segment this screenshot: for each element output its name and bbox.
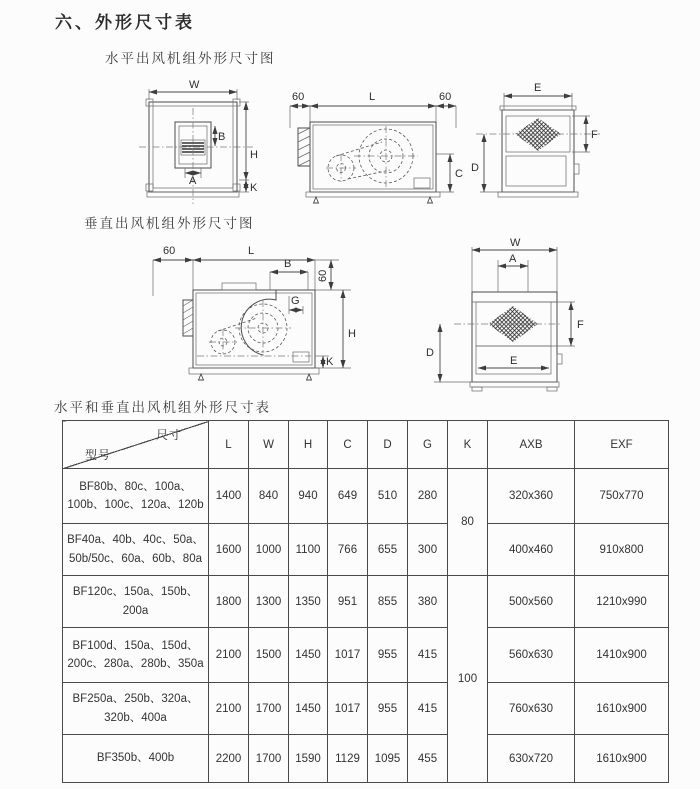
value-K-group: 100 [448,576,488,783]
svg-text:B: B [284,258,292,270]
svg-text:H: H [250,149,258,161]
page-title: 六、外形尺寸表 [55,13,195,32]
dimension-a [498,253,528,292]
value-H: 1100 [289,524,328,576]
value-W: 1700 [249,683,289,735]
caption-horizontal-diagram: 水平出风机组外形尺寸图 [105,51,276,66]
caption-vertical-diagram: 垂直出风机组外形尺寸图 [84,216,255,231]
dimension-k [315,356,334,368]
inlet-flange [298,128,310,166]
vertical-rear-view-drawing [420,236,610,398]
dimension-c [436,154,463,192]
model-cell: BF100d、150a、150d、200c、280a、280b、350a [63,628,209,683]
value-AXB: 400x460 [488,524,575,576]
svg-text:G: G [291,295,300,307]
value-EXF: 1410x900 [575,628,669,683]
dimension-g [289,295,303,314]
col-header-C: C [328,421,368,469]
value-G: 415 [408,683,448,735]
col-header-D: D [368,421,408,469]
svg-text:E: E [510,355,518,367]
svg-text:B: B [218,131,226,143]
cabinet-outline [306,122,440,203]
value-G: 300 [408,524,448,576]
value-L: 2200 [209,735,249,783]
value-AXB: 320x360 [488,469,575,524]
dimension-b [215,126,225,146]
svg-text:60: 60 [317,269,329,282]
value-D: 510 [368,469,408,524]
value-G: 415 [408,628,448,683]
dimension-w [149,79,237,100]
dimension-h [239,102,258,180]
svg-text:D: D [426,347,434,359]
vertical-side-view-drawing [105,238,360,393]
value-L: 2100 [209,683,249,735]
dimension-b [270,258,308,290]
value-AXB: 560x630 [488,628,575,683]
caption-dimension-table: 水平和垂直出风机组外形尺寸表 [54,400,271,415]
svg-text:K: K [326,356,334,368]
dimension-60 [153,245,193,296]
col-header-H: H [289,421,328,469]
model-cell: BF350b、400b [63,735,209,783]
value-D: 855 [368,576,408,628]
svg-text:D: D [471,162,479,174]
col-header-W: W [249,421,289,469]
value-C: 649 [328,469,368,524]
value-K-group: 80 [448,469,488,576]
col-header-AXB: AXB [488,421,575,469]
value-W: 1000 [249,524,289,576]
value-H: 1590 [289,735,328,783]
svg-text:K: K [250,182,258,194]
corner-header-cell [63,421,209,469]
value-D: 655 [368,524,408,576]
svg-text:L: L [248,245,255,257]
svg-text:C: C [455,168,463,180]
horizontal-side-view-drawing [278,76,470,210]
dimension-d [426,324,472,382]
model-cell: BF250a、250b、320a、320b、400a [63,683,209,735]
svg-text:60: 60 [163,245,176,257]
value-AXB: 630x720 [488,735,575,783]
value-EXF: 910x800 [575,524,669,576]
col-header-G: G [408,421,448,469]
value-C: 1017 [328,683,368,735]
corner-label-size: 尺寸 [155,428,182,442]
value-D: 955 [368,683,408,735]
value-G: 380 [408,576,448,628]
table-header-row [63,421,669,469]
value-H: 1350 [289,576,328,628]
svg-text:F: F [591,129,598,141]
inlet-flange [183,300,193,336]
value-D: 1095 [368,735,408,783]
value-AXB: 500x560 [488,576,575,628]
table-row [63,524,669,576]
value-C: 1017 [328,628,368,683]
col-header-L: L [209,421,249,469]
dimension-l [310,91,436,106]
outlet-crosshatch [515,118,561,151]
value-L: 1400 [209,469,249,524]
value-C: 1129 [328,735,368,783]
value-EXF: 750x770 [575,469,669,524]
value-EXF: 1210x990 [575,576,669,628]
value-G: 455 [408,735,448,783]
col-header-EXF: EXF [575,421,669,469]
value-L: 1800 [209,576,249,628]
table-row [63,683,669,735]
value-G: 280 [408,469,448,524]
svg-text:60: 60 [439,91,452,103]
value-L: 1600 [209,524,249,576]
svg-text:E: E [534,82,542,94]
cabinet-outline [470,292,562,391]
svg-text:A: A [189,175,197,187]
model-cell: BF80b、80c、100a、100b、100c、120a、120b [63,469,209,524]
value-W: 1300 [249,576,289,628]
horizontal-front-view-drawing [133,76,261,210]
dimension-e [478,355,549,368]
table-row [63,628,669,683]
dimension-d [471,134,502,192]
value-H: 940 [289,469,328,524]
dimension-f [551,302,584,346]
value-W: 1500 [249,628,289,683]
col-header-K: K [448,421,488,469]
value-AXB: 760x630 [488,683,575,735]
value-W: 1700 [249,735,289,783]
value-W: 840 [249,469,289,524]
dimension-k [239,180,258,194]
svg-text:W: W [189,79,200,91]
value-EXF: 1610x900 [575,683,669,735]
value-C: 951 [328,576,368,628]
svg-text:L: L [369,91,376,103]
value-H: 1450 [289,683,328,735]
model-cell: BF40a、40b、40c、50a、50b/50c、60a、60b、80a [63,524,209,576]
table-row [63,469,669,524]
svg-text:H: H [348,328,356,340]
svg-text:60: 60 [292,91,305,103]
model-cell: BF120c、150a、150b、200a [63,576,209,628]
fan-scroll [326,126,430,188]
dimension-table [62,420,669,783]
horizontal-rear-view-drawing [468,76,608,210]
corner-label-model: 型号 [85,448,112,462]
value-H: 1450 [289,628,328,683]
table-row [63,576,669,628]
value-D: 955 [368,628,408,683]
value-L: 2100 [209,628,249,683]
dimension-a [185,168,201,187]
dimension-60-vertical [315,260,339,290]
value-C: 766 [328,524,368,576]
svg-text:A: A [509,253,517,265]
dimension-60-right [436,91,456,128]
svg-text:F: F [577,319,584,331]
dimension-60-left [290,91,310,128]
value-EXF: 1610x900 [575,735,669,783]
svg-text:W: W [510,237,521,249]
table-row [63,735,669,783]
